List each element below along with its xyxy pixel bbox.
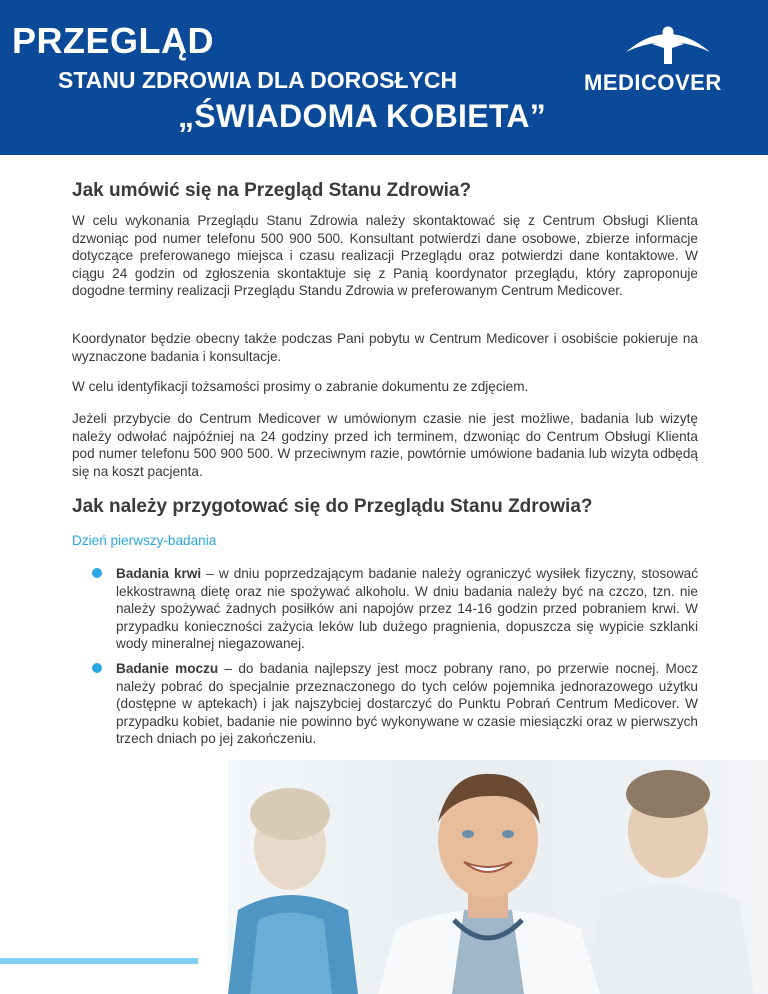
section-heading-appointment: Jak umówić się na Przegląd Stanu Zdrowia? — [72, 180, 472, 201]
logo-text: MEDICOVER — [584, 70, 722, 95]
program-name: „ŚWIADOMA KOBIETA” — [178, 98, 547, 134]
header-banner — [0, 0, 768, 155]
header-title: PRZEGLĄD — [12, 20, 214, 61]
doctors-photo — [228, 760, 768, 994]
accent-line — [0, 958, 198, 964]
doctors-illustration — [228, 760, 768, 994]
bullet-dot-icon — [92, 568, 102, 578]
header-subtitle: STANU ZDROWIA DLA DOROSŁYCH — [58, 67, 458, 93]
paragraph-identity: W celu identyfikacji tożsamości prosimy o zabranie dokumentu ze zdjęciem. — [72, 379, 529, 394]
bullet-title: Badania krwi — [116, 566, 202, 581]
paragraph-contact: W celu wykonania Przeglądu Stanu Zdrowia należy skontaktować się z Centrum Obsługi Klienta dzwoniąc pod numer telefonu 500 900 500. Konsultant potwierdzi dane osobowe, zbierze informacje dotyczące preferowanego miejsca i czasu realizacji Przeglądu oraz potwierdzi dane kontaktowe. W ciągu 24 godzin od zgłoszenia skontaktuje się z Panią koordynator przeglądu, który zaproponuje dogodne terminy realizacji Przeglądu Standu Zdrowia w preferowanym Centrum Medicover. — [72, 213, 698, 298]
bullet-text: – w dniu poprzedzającym badanie należy ograniczyć wysiłek fizyczny, stosować lekkostrawną dietę oraz nie spożywać alkoholu. W dniu badania należy być na czczo, tzn. nie należy spożywać żadnych posiłków ani napojów przez 14-16 godzin przed pobraniem krwi. W przypadku konieczności zażycia leków lub dużego pragnienia, dopuszcza się wypicie szklanki wody mineralnej niegazowanej. — [116, 566, 698, 651]
section-heading-preparation: Jak należy przygotować się do Przeglądu Stanu Zdrowia? — [72, 496, 593, 517]
bullet-title: Badanie moczu — [116, 661, 219, 676]
day-label: Dzień pierwszy-badania — [72, 533, 217, 548]
medicover-logo-icon — [622, 22, 714, 68]
bullet-dot-icon — [92, 663, 102, 673]
bullet-text: – do badania najlepszy jest mocz pobrany rano, po przerwie nocnej. Mocz należy pobrać do specjalnie przeznaczonego do tych celów pojemnika jednorazowego użytku (dostępne w aptekach) i jak najszybciej dostarczyć do Punktu Pobrań Centrum Medicover. W przypadku kobiet, badanie nie powinno być wykonywane w czasie miesiączki oraz w pierwszych trzech dniach po jej zakończeniu. — [116, 661, 698, 746]
paragraph-cancellation: Jeżeli przybycie do Centrum Medicover w umówionym czasie nie jest możliwe, badania lub wizytę należy odwołać najpóźniej na 24 godziny przed ich terminem, dzwoniąc do Centrum Obsługi Klienta pod numer telefonu 500 900 500. W przeciwnym razie, powtórnie umówione badania lub wizyta odbędą się na koszt pacjenta. — [72, 411, 698, 479]
paragraph-coordinator: Koordynator będzie obecny także podczas Pani pobytu w Centrum Medicover i osobiście pokieruje na wyznaczone badania i konsultacje. — [72, 331, 698, 364]
